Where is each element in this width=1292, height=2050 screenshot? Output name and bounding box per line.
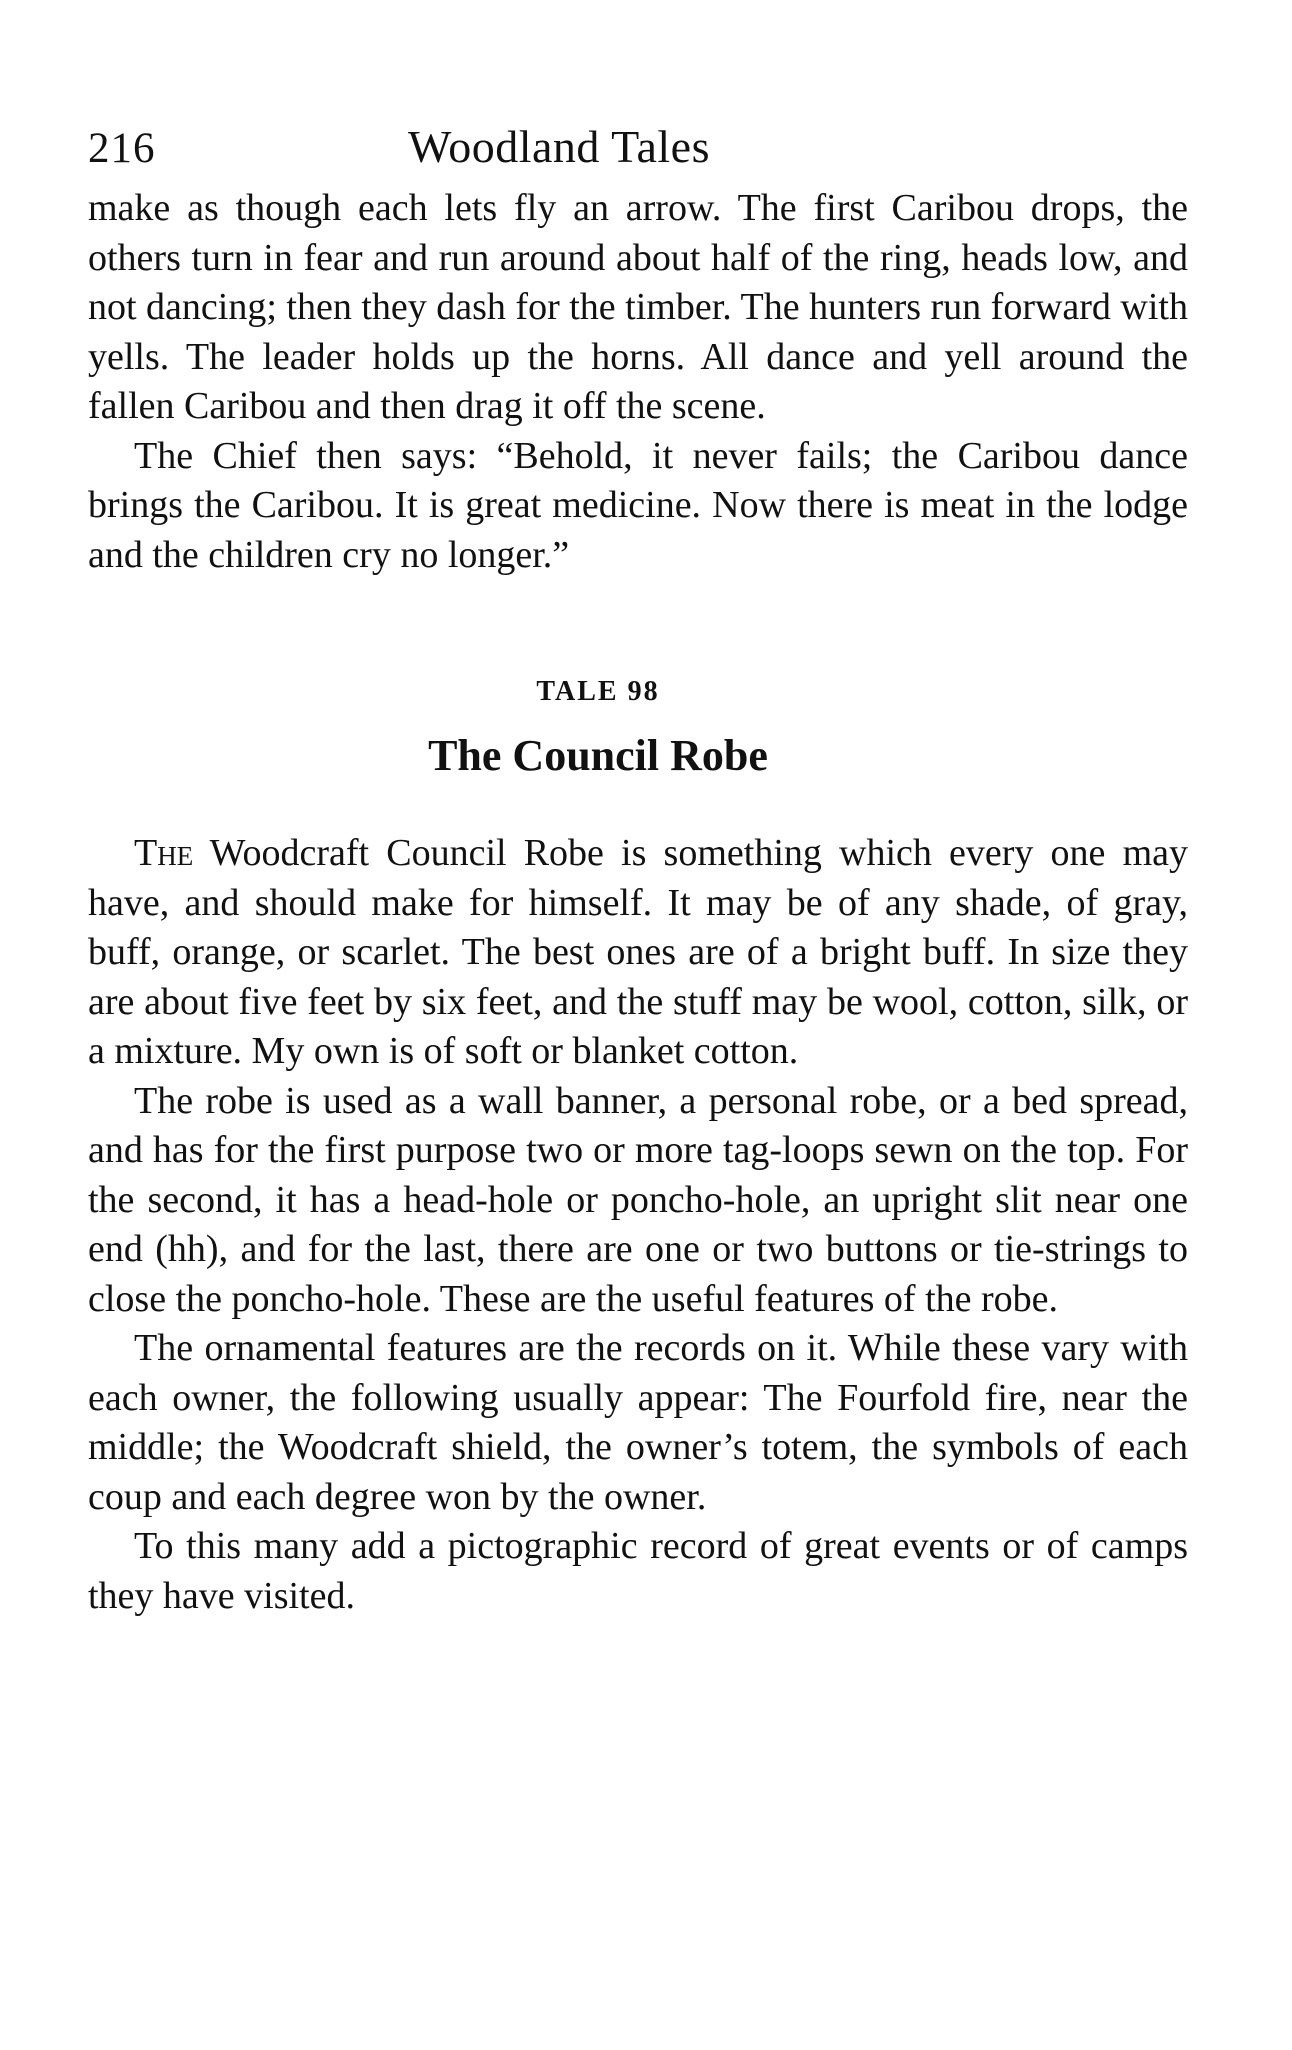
paragraph-robe-uses: The robe is used as a wall banner, a personal robe, or a bed spread, and has for the first purpose two or more tag-loops sewn on the top. For the second, it has a head-hole or poncho-hole, an upright slit near one end (hh), and for the last, there are one or two buttons or tie-strings to close the poncho-hole. These are the useful features of the robe. xyxy=(88,1079,1188,1320)
paragraph-pictographic-record: To this many add a pictographic record of great events or of camps they have visited. xyxy=(88,1525,1188,1617)
tale-title: The Council Robe xyxy=(428,731,768,780)
paragraph-tale-opening xyxy=(88,829,1188,1077)
paragraph-ornamental-features: The ornamental features are the records on it. While these vary with each owner, the following usually appear: The Fourfold fire, near the middle; the Woodcraft shield, the owner’s totem, the symbols of each coup and each degree won by the owner. xyxy=(88,1327,1188,1518)
running-title: Woodland Tales xyxy=(408,121,711,172)
book-page xyxy=(88,120,1188,2020)
tale-number: TALE 98 xyxy=(536,676,660,707)
opening-word: The xyxy=(134,832,194,874)
opening-text: Woodcraft Council Robe is something which every one may have, and should make for himself. It may be of any shade, of gray, buff, orange, or scarlet. The best ones are of a bright buff. In size they are about five feet by six feet, and the stuff may be wool, cotton, silk, or a mixture. My own is of soft or blanket cotton. xyxy=(88,832,1188,1072)
running-head xyxy=(88,120,1188,176)
paragraph-continued: make as though each lets fly an arrow. The first Caribou drops, the others turn in fear and run around about half of the ring, heads low, and not dancing; then they dash for the timber. The hunters run forward with yells. The leader holds up the horns. All dance and yell around the fallen Caribou and then drag it off the scene. xyxy=(88,187,1188,427)
page-number: 216 xyxy=(88,125,156,172)
paragraph-chief-quote: The Chief then says: “Behold, it never fails; the Caribou dance brings the Caribou. It is great medicine. Now there is meat in the lodge and the children cry no longer.” xyxy=(88,434,1188,576)
